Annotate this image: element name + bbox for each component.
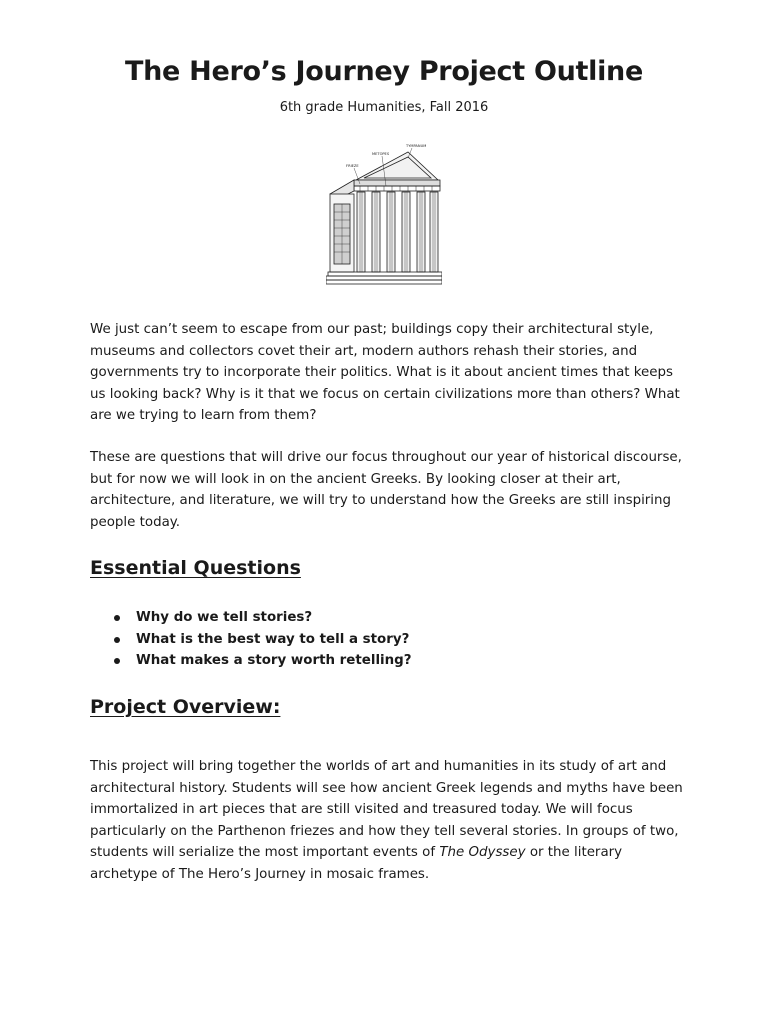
document-title: The Hero’s Journey Project Outline xyxy=(125,56,643,87)
parthenon-illustration xyxy=(326,142,442,288)
project-overview-paragraph xyxy=(90,756,686,886)
illustration-label-metopes: METOPES xyxy=(372,152,390,156)
essential-questions-list xyxy=(90,607,412,672)
overview-text-start: This project will bring together the worlds of art and humanities in its study of art and architectural history. Students will see how ancient Greek legends and myths have been immortalized in art pieces that are still visited and treasured today. We will focus particularly on the Parthenon friezes and how they tell several stories. In groups of two, students will serialize the most important events of xyxy=(90,759,683,861)
intro-paragraph: We just can’t seem to escape from our past; buildings copy their architectural style, museums and collectors covet their art, modern authors rehash their stories, and governments try to incorporate their politics. What is it about ancient times that keeps us looking back? Why is it that we focus on certain civilizations more than others? What are we trying to learn from them? xyxy=(90,322,680,424)
list-item: What is the best way to tell a story? xyxy=(90,629,412,651)
illustration-label-frieze: FRIEZE xyxy=(346,164,359,168)
project-overview-heading: Project Overview: xyxy=(90,696,281,718)
document-subtitle: 6th grade Humanities, Fall 2016 xyxy=(279,100,489,115)
second-paragraph: These are questions that will drive our focus throughout our year of historical discourse, but for now we will look in on the ancient Greeks. By looking closer at their art, architecture, and literature, we will try to understand how the Greeks are still inspiring people today. xyxy=(90,450,682,530)
list-item: Why do we tell stories? xyxy=(90,607,412,629)
overview-text-end: or the literary archetype of The Hero’s Journey in mosaic frames. xyxy=(90,845,623,882)
list-item: What makes a story worth retelling? xyxy=(90,650,412,672)
odyssey-title: The Odyssey xyxy=(439,845,526,861)
essential-questions-heading: Essential Questions xyxy=(90,557,301,579)
illustration-label-tympanum: TYMPANUM xyxy=(406,144,427,148)
